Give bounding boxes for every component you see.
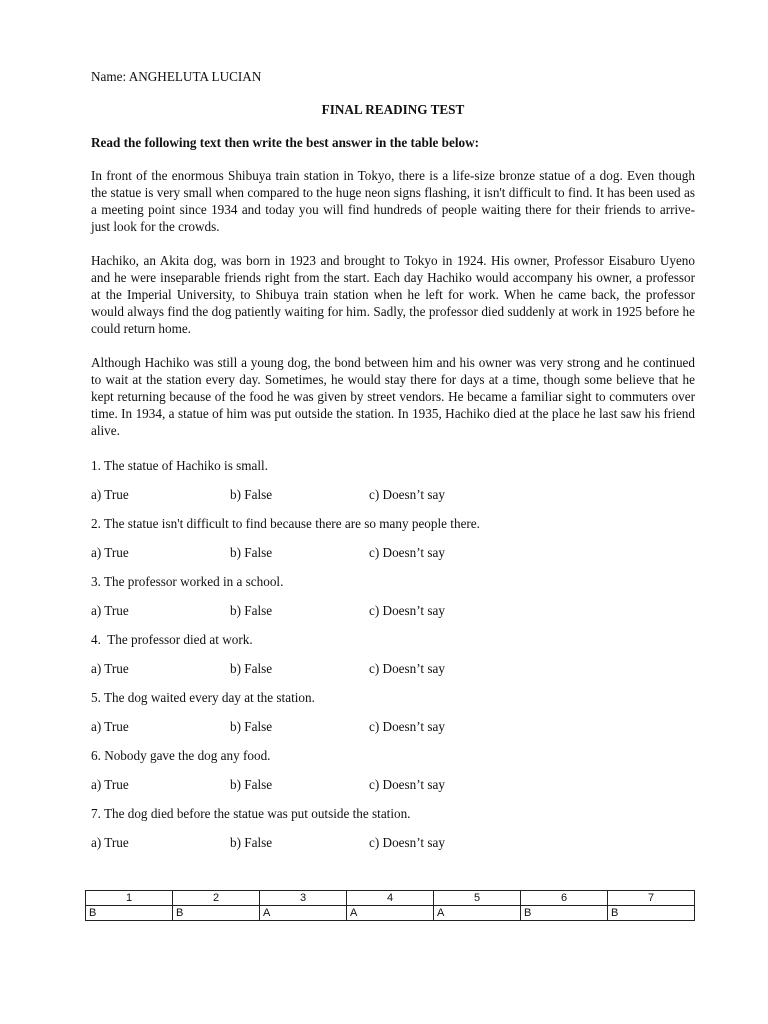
option-c: c) Doesn’t say — [369, 835, 445, 850]
answer-table-header: 7 — [608, 891, 695, 906]
answer-options — [91, 486, 695, 503]
option-c: c) Doesn’t say — [369, 719, 445, 734]
option-a: a) True — [91, 487, 129, 502]
option-b: b) False — [230, 661, 273, 676]
answer-options — [91, 776, 695, 793]
answer-options — [91, 544, 695, 561]
option-a: a) True — [91, 603, 129, 618]
question-text: 6. Nobody gave the dog any food. — [91, 748, 271, 763]
option-b: b) False — [230, 487, 273, 502]
question-4 — [91, 631, 695, 677]
answer-cell: A — [347, 906, 434, 921]
option-b: b) False — [230, 835, 273, 850]
question-list — [91, 457, 695, 851]
option-a: a) True — [91, 777, 129, 792]
test-document — [91, 68, 695, 863]
question-text: 7. The dog died before the statue was put outside the station. — [91, 806, 411, 821]
answer-table-header-row — [86, 891, 695, 906]
question-5 — [91, 689, 695, 735]
question-7 — [91, 805, 695, 851]
answer-cell: A — [434, 906, 521, 921]
answer-options — [91, 718, 695, 735]
option-c: c) Doesn’t say — [369, 545, 445, 560]
question-1 — [91, 457, 695, 503]
option-c: c) Doesn’t say — [369, 661, 445, 676]
answer-cell: B — [521, 906, 608, 921]
option-a: a) True — [91, 719, 129, 734]
option-b: b) False — [230, 777, 273, 792]
answer-cell: B — [86, 906, 173, 921]
option-b: b) False — [230, 603, 273, 618]
answer-table-header: 4 — [347, 891, 434, 906]
option-a: a) True — [91, 835, 129, 850]
page-title: FINAL READING TEST — [321, 102, 465, 117]
reading-passage — [91, 167, 695, 439]
option-c: c) Doesn’t say — [369, 487, 445, 502]
answer-table-header: 3 — [260, 891, 347, 906]
student-name: Name: ANGHELUTA LUCIAN — [91, 69, 262, 84]
question-text: 1. The statue of Hachiko is small. — [91, 458, 269, 473]
question-text: 2. The statue isn't difficult to find because there are so many people there. — [91, 516, 480, 531]
answer-cell: A — [260, 906, 347, 921]
answer-table — [85, 890, 695, 921]
answer-options — [91, 602, 695, 619]
answer-options — [91, 834, 695, 851]
answer-cell: B — [173, 906, 260, 921]
answer-table-header: 1 — [86, 891, 173, 906]
answer-options — [91, 660, 695, 677]
passage-paragraph-3: Although Hachiko was still a young dog, the bond between him and his owner was very strong and he continued to wait at the station every day. Sometimes, he would stay there for days at a time, though some believe that he kept returning because of the food he was given by street vendors. He became a familiar sight to commuters over time. In 1934, a statue of him was put outside the station. In 1935, Hachiko died at the place he last saw his friend alive. — [91, 355, 695, 438]
question-3 — [91, 573, 695, 619]
answer-table-answer-row — [86, 906, 695, 921]
passage-paragraph-2: Hachiko, an Akita dog, was born in 1923 and brought to Tokyo in 1924. His owner, Professor Eisaburo Uyeno and he were inseparable friends right from the start. Each day Hachiko would accompany his owner, a professor at the Imperial University, to Shibuya train station when he left for work. When he came back, the professor would always find the dog patiently waiting for him. Sadly, the professor died suddenly at work in 1925 before he could return home. — [91, 253, 695, 336]
question-text: 5. The dog waited every day at the station. — [91, 690, 315, 705]
question-2 — [91, 515, 695, 561]
option-b: b) False — [230, 719, 273, 734]
option-c: c) Doesn’t say — [369, 603, 445, 618]
option-a: a) True — [91, 545, 129, 560]
instruction-text: Read the following text then write the best answer in the table below: — [91, 135, 480, 150]
option-b: b) False — [230, 545, 273, 560]
answer-table-header: 6 — [521, 891, 608, 906]
answer-table-header: 5 — [434, 891, 521, 906]
answer-cell: B — [608, 906, 695, 921]
question-6 — [91, 747, 695, 793]
option-a: a) True — [91, 661, 129, 676]
passage-paragraph-1: In front of the enormous Shibuya train station in Tokyo, there is a life-size bronze statue of a dog. Even though the statue is very small when compared to the huge neon signs flashing, it isn't difficult to find. It has been used as a meeting point since 1934 and today you will find hundreds of people waiting there for their friends to arrive- just look for the crowds. — [91, 168, 695, 234]
question-text: 3. The professor worked in a school. — [91, 574, 284, 589]
question-text: 4. The professor died at work. — [91, 632, 253, 647]
answer-table-header: 2 — [173, 891, 260, 906]
option-c: c) Doesn’t say — [369, 777, 445, 792]
